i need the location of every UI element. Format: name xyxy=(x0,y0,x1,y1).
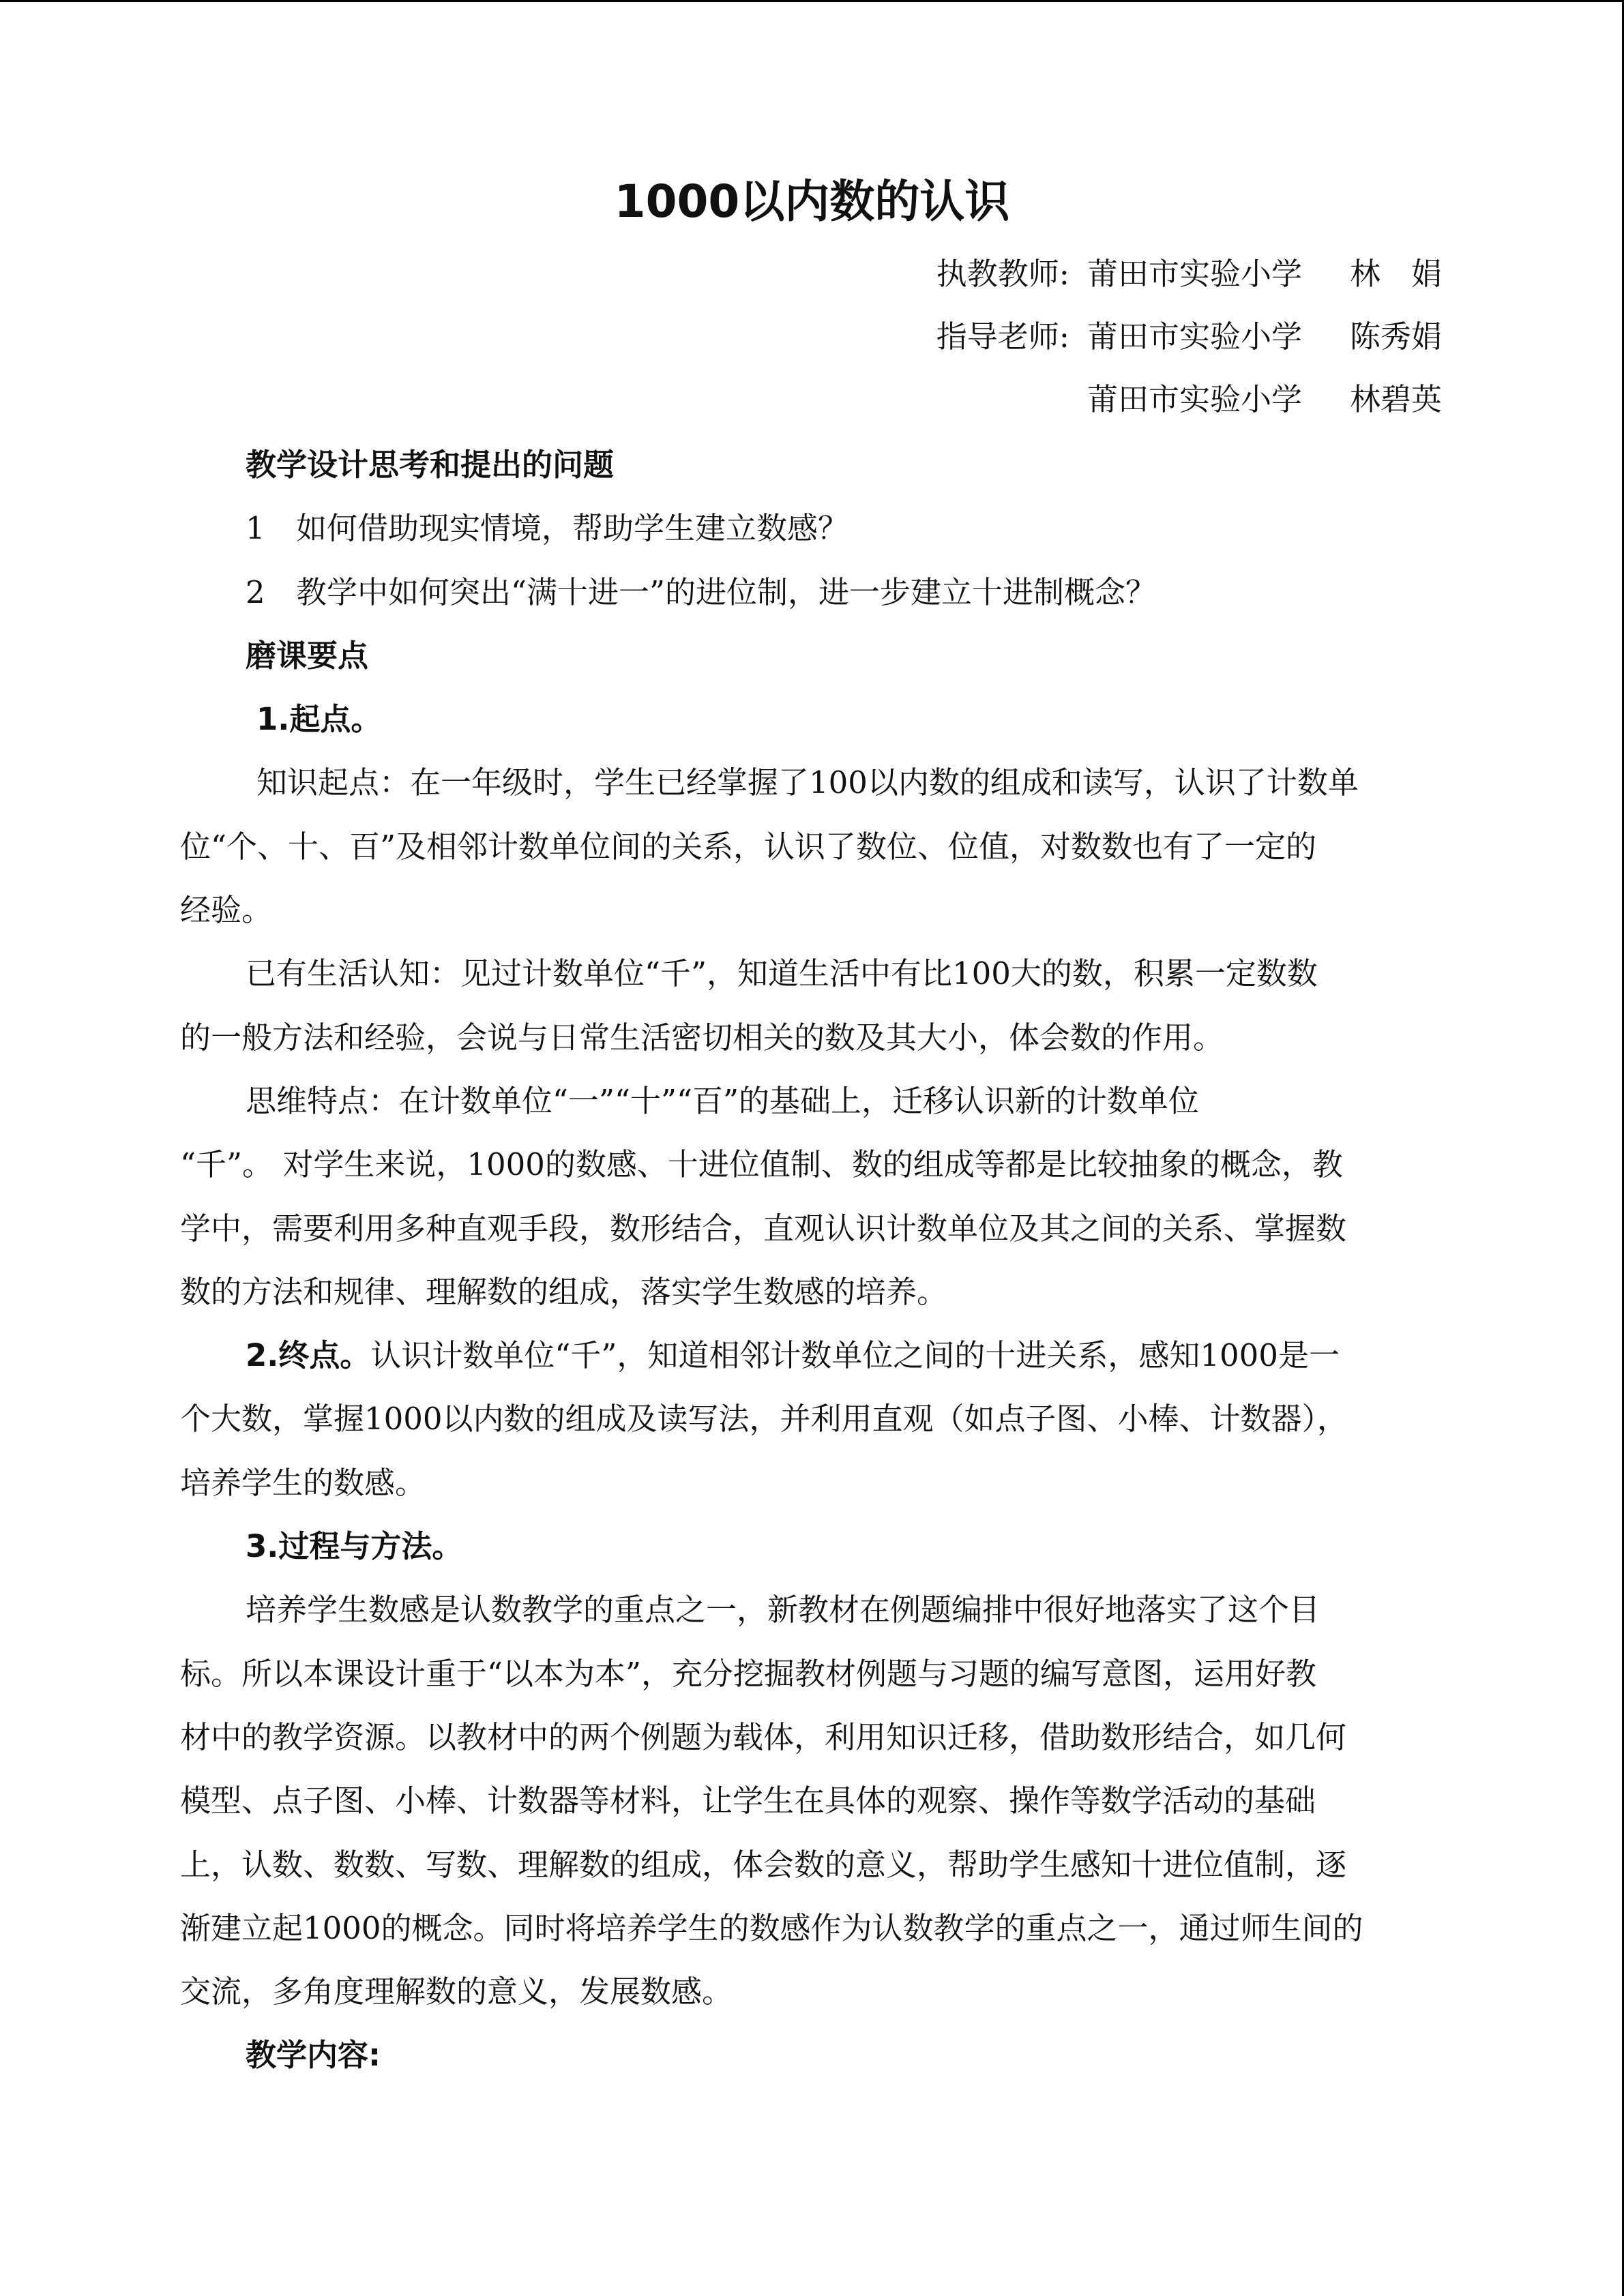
question-text: 如何借助现实情境，帮助学生建立数感？ xyxy=(296,510,849,547)
author-name: 陈秀娟 xyxy=(1349,318,1442,355)
author-school: 莆田市实验小学 xyxy=(1087,318,1302,355)
paragraph-line: 培养学生的数感。 xyxy=(180,1464,426,1501)
author-role: 指导老师: xyxy=(936,318,1069,355)
question-number: 1 xyxy=(246,510,265,547)
paragraph-line: 上，认数、数数、写数、理解数的组成，体会数的意义，帮助学生感知十进位值制，逐 xyxy=(180,1846,1347,1883)
question-item xyxy=(180,496,1443,560)
paragraph-line: 交流，多角度理解数的意义，发展数感。 xyxy=(180,1973,733,2010)
author-line-advisor-2 xyxy=(1087,376,1442,423)
paragraph-line: “千”。 对学生来说，1000的数感、十进位值制、数的组成等都是比较抽象的概念，教 xyxy=(180,1146,1343,1183)
author-line-advisor xyxy=(936,313,1442,361)
author-name: 林 娟 xyxy=(1349,256,1442,292)
paragraph-line: 标。所以本课设计重于“以本为本”，充分挖掘教材例题与习题的编写意图，运用好教 xyxy=(180,1655,1317,1692)
paragraph-line: 的一般方法和经验，会说与日常生活密切相关的数及其大小，体会数的作用。 xyxy=(180,1019,1224,1056)
paragraph-line: 渐建立起1000的概念。同时将培养学生的数感作为认数教学的重点之一，通过师生间的 xyxy=(180,1909,1363,1946)
author-school: 莆田市实验小学 xyxy=(1087,256,1302,292)
paragraph-line: 思维特点：在计数单位“一”“十”“百”的基础上，迁移认识新的计数单位 xyxy=(246,1082,1200,1119)
author-line-teacher xyxy=(936,250,1442,298)
paragraph-line: 学中，需要利用多种直观手段，数形结合，直观认识计数单位及其之间的关系、掌握数 xyxy=(180,1210,1347,1247)
section-heading: 教学内容: xyxy=(246,2037,381,2074)
author-role: 执教教师: xyxy=(936,256,1069,292)
section-heading: 磨课要点 xyxy=(246,637,369,674)
paragraph-line: 材中的教学资源。以教材中的两个例题为载体，利用知识迁移，借助数形结合，如几何 xyxy=(180,1718,1347,1755)
question-number: 2 xyxy=(246,573,265,610)
paragraph-line: 已有生活认知：见过计数单位“千”，知道生活中有比100大的数，积累一定数数 xyxy=(246,955,1318,992)
paragraph-line: 培养学生数感是认数教学的重点之一，新教材在例题编排中很好地落实了这个目 xyxy=(246,1592,1320,1628)
paragraph-line: 个大数，掌握1000以内数的组成及读写法，并利用直观（如点子图、小棒、计数器）， xyxy=(180,1401,1348,1437)
paragraph-line: 知识起点：在一年级时，学生已经掌握了100以内数的组成和读写，认识了计数单 xyxy=(256,764,1359,801)
paragraph-line: 经验。 xyxy=(180,892,273,929)
paragraph-line: 数的方法和规律、理解数的组成，落实学生数感的培养。 xyxy=(180,1273,948,1310)
author-name: 林碧英 xyxy=(1349,381,1442,417)
question-item xyxy=(180,561,1443,624)
document-title: 1000以内数的认识 xyxy=(614,175,1010,228)
subsection-heading: 3.过程与方法。 xyxy=(246,1528,463,1565)
paragraph-line: 位“个、十、百”及相邻计数单位间的关系，认识了数位、位值，对数数也有了一定的 xyxy=(180,828,1317,865)
document-body xyxy=(180,433,1443,2087)
subsection-heading: 1.起点。 xyxy=(256,701,382,738)
author-school: 莆田市实验小学 xyxy=(1087,381,1302,417)
section-heading: 教学设计思考和提出的问题 xyxy=(246,447,615,483)
paragraph-line: 模型、点子图、小棒、计数器等材料，让学生在具体的观察、操作等数学活动的基础 xyxy=(180,1783,1316,1819)
question-text: 教学中如何突出“满十进一”的进位制，进一步建立十进制概念？ xyxy=(296,573,1157,610)
subsection-heading: 2.终点。 xyxy=(246,1337,371,1374)
paragraph-text: 认识计数单位“千”，知道相邻计数单位之间的十进关系，感知1000是一 xyxy=(370,1337,1340,1374)
paragraph-line xyxy=(180,1324,1443,1387)
